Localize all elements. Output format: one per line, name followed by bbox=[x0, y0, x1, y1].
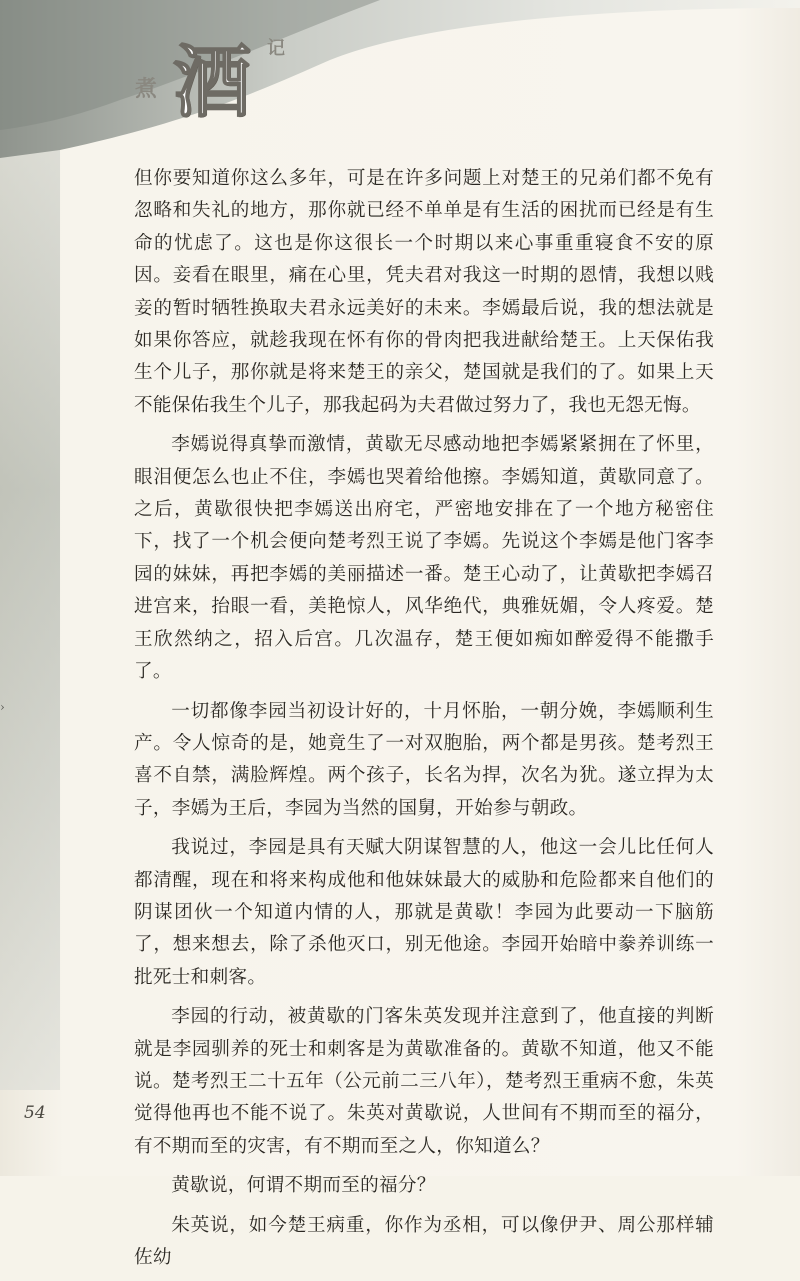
body-text bbox=[134, 163, 714, 1281]
left-photo-strip bbox=[0, 90, 60, 1090]
title-prefix: 煮 bbox=[135, 76, 160, 102]
title-main: 酒 bbox=[173, 37, 252, 128]
paragraph: 李园的行动，被黄歇的门客朱英发现并注意到了，他直接的判断就是李园驯养的死士和刺客是为黄歇准备的。黄歇不知道，他又不能说。楚考烈王二十五年（公元前二三八年），楚考烈王重病不愈，朱英觉得他再也不能不说了。朱英对黄歇说，人世间有不期而至的福分，有不期而至的灾害，有不期而至之人，你知道么？ bbox=[134, 1006, 714, 1157]
paragraph: 李嫣说得真挚而激情，黄歇无尽感动地把李嫣紧紧拥在了怀里，眼泪便怎么也止不住，李嫣也哭着给他擦。李嫣知道，黄歇同意了。之后，黄歇很快把李嫣送出府宅，严密地安排在了一个地方秘密住下，找了一个机会便向楚考烈王说了李嫣。先说这个李嫣是他门客李园的妹妹，再把李嫣的美丽描述一番。楚王心动了，让黄歇把李嫣召进宫来，抬眼一看，美艳惊人，风华绝代，典雅妩媚，令人疼爱。楚王欣然纳之，招入后宫。几次温存，楚王便如痴如醉爱得不能撒手了。 bbox=[134, 434, 714, 683]
header-banner bbox=[0, 0, 800, 160]
title-suffix: 记 bbox=[267, 38, 287, 59]
page-number: 54 bbox=[24, 1103, 46, 1123]
paragraph: 朱英说，如今楚王病重，你作为丞相，可以像伊尹、周公那样辅佐幼 bbox=[134, 1214, 714, 1268]
paragraph: 黄歇说，何谓不期而至的福分？ bbox=[171, 1175, 436, 1197]
paragraph: 一切都像李园当初设计好的，十月怀胎，一朝分娩，李嫣顺利生产。令人惊奇的是，她竟生了一对双胞胎，两个都是男孩。楚考烈王喜不自禁，满脸辉煌。两个孩子，长名为捍，次名为犹。遂立捍为太子，李嫣为王后，李园为当然的国舅，开始参与朝政。 bbox=[134, 700, 714, 819]
header-swoosh bbox=[0, 0, 800, 160]
paragraph: 我说过，李园是具有天赋大阴谋智慧的人，他这一会儿比任何人都清醒，现在和将来构成他和他妹妹最大的威胁和危险都来自他们的阴谋团伙一个知道内情的人，那就是黄歇！李园为此要动一下脑筋了，想来想去，除了杀他灭口，别无他途。李园开始暗中豢养训练一批死士和刺客。 bbox=[134, 837, 714, 988]
paragraph: 但你要知道你这么多年，可是在许多问题上对楚王的兄弟们都不免有忽略和失礼的地方，那你就已经不单单是有生活的困扰而已经是有生命的忧虑了。这也是你这很长一个时期以来心事重重寝食不安的原因。妾看在眼里，痛在心里，凭夫君对我这一时期的恩情，我想以贱妾的暂时牺牲换取夫君永远美好的未来。李嫣最后说，我的想法就是如果你答应，就趁我现在怀有你的骨肉把我进献给楚王。上天保佑我生个儿子，那你就是将来楚王的亲父，楚国就是我们的了。如果上天不能保佑我生个儿子，那我起码为夫君做过努力了，我也无怨无悔。 bbox=[134, 168, 714, 416]
margin-marker-icon: › bbox=[0, 700, 5, 714]
